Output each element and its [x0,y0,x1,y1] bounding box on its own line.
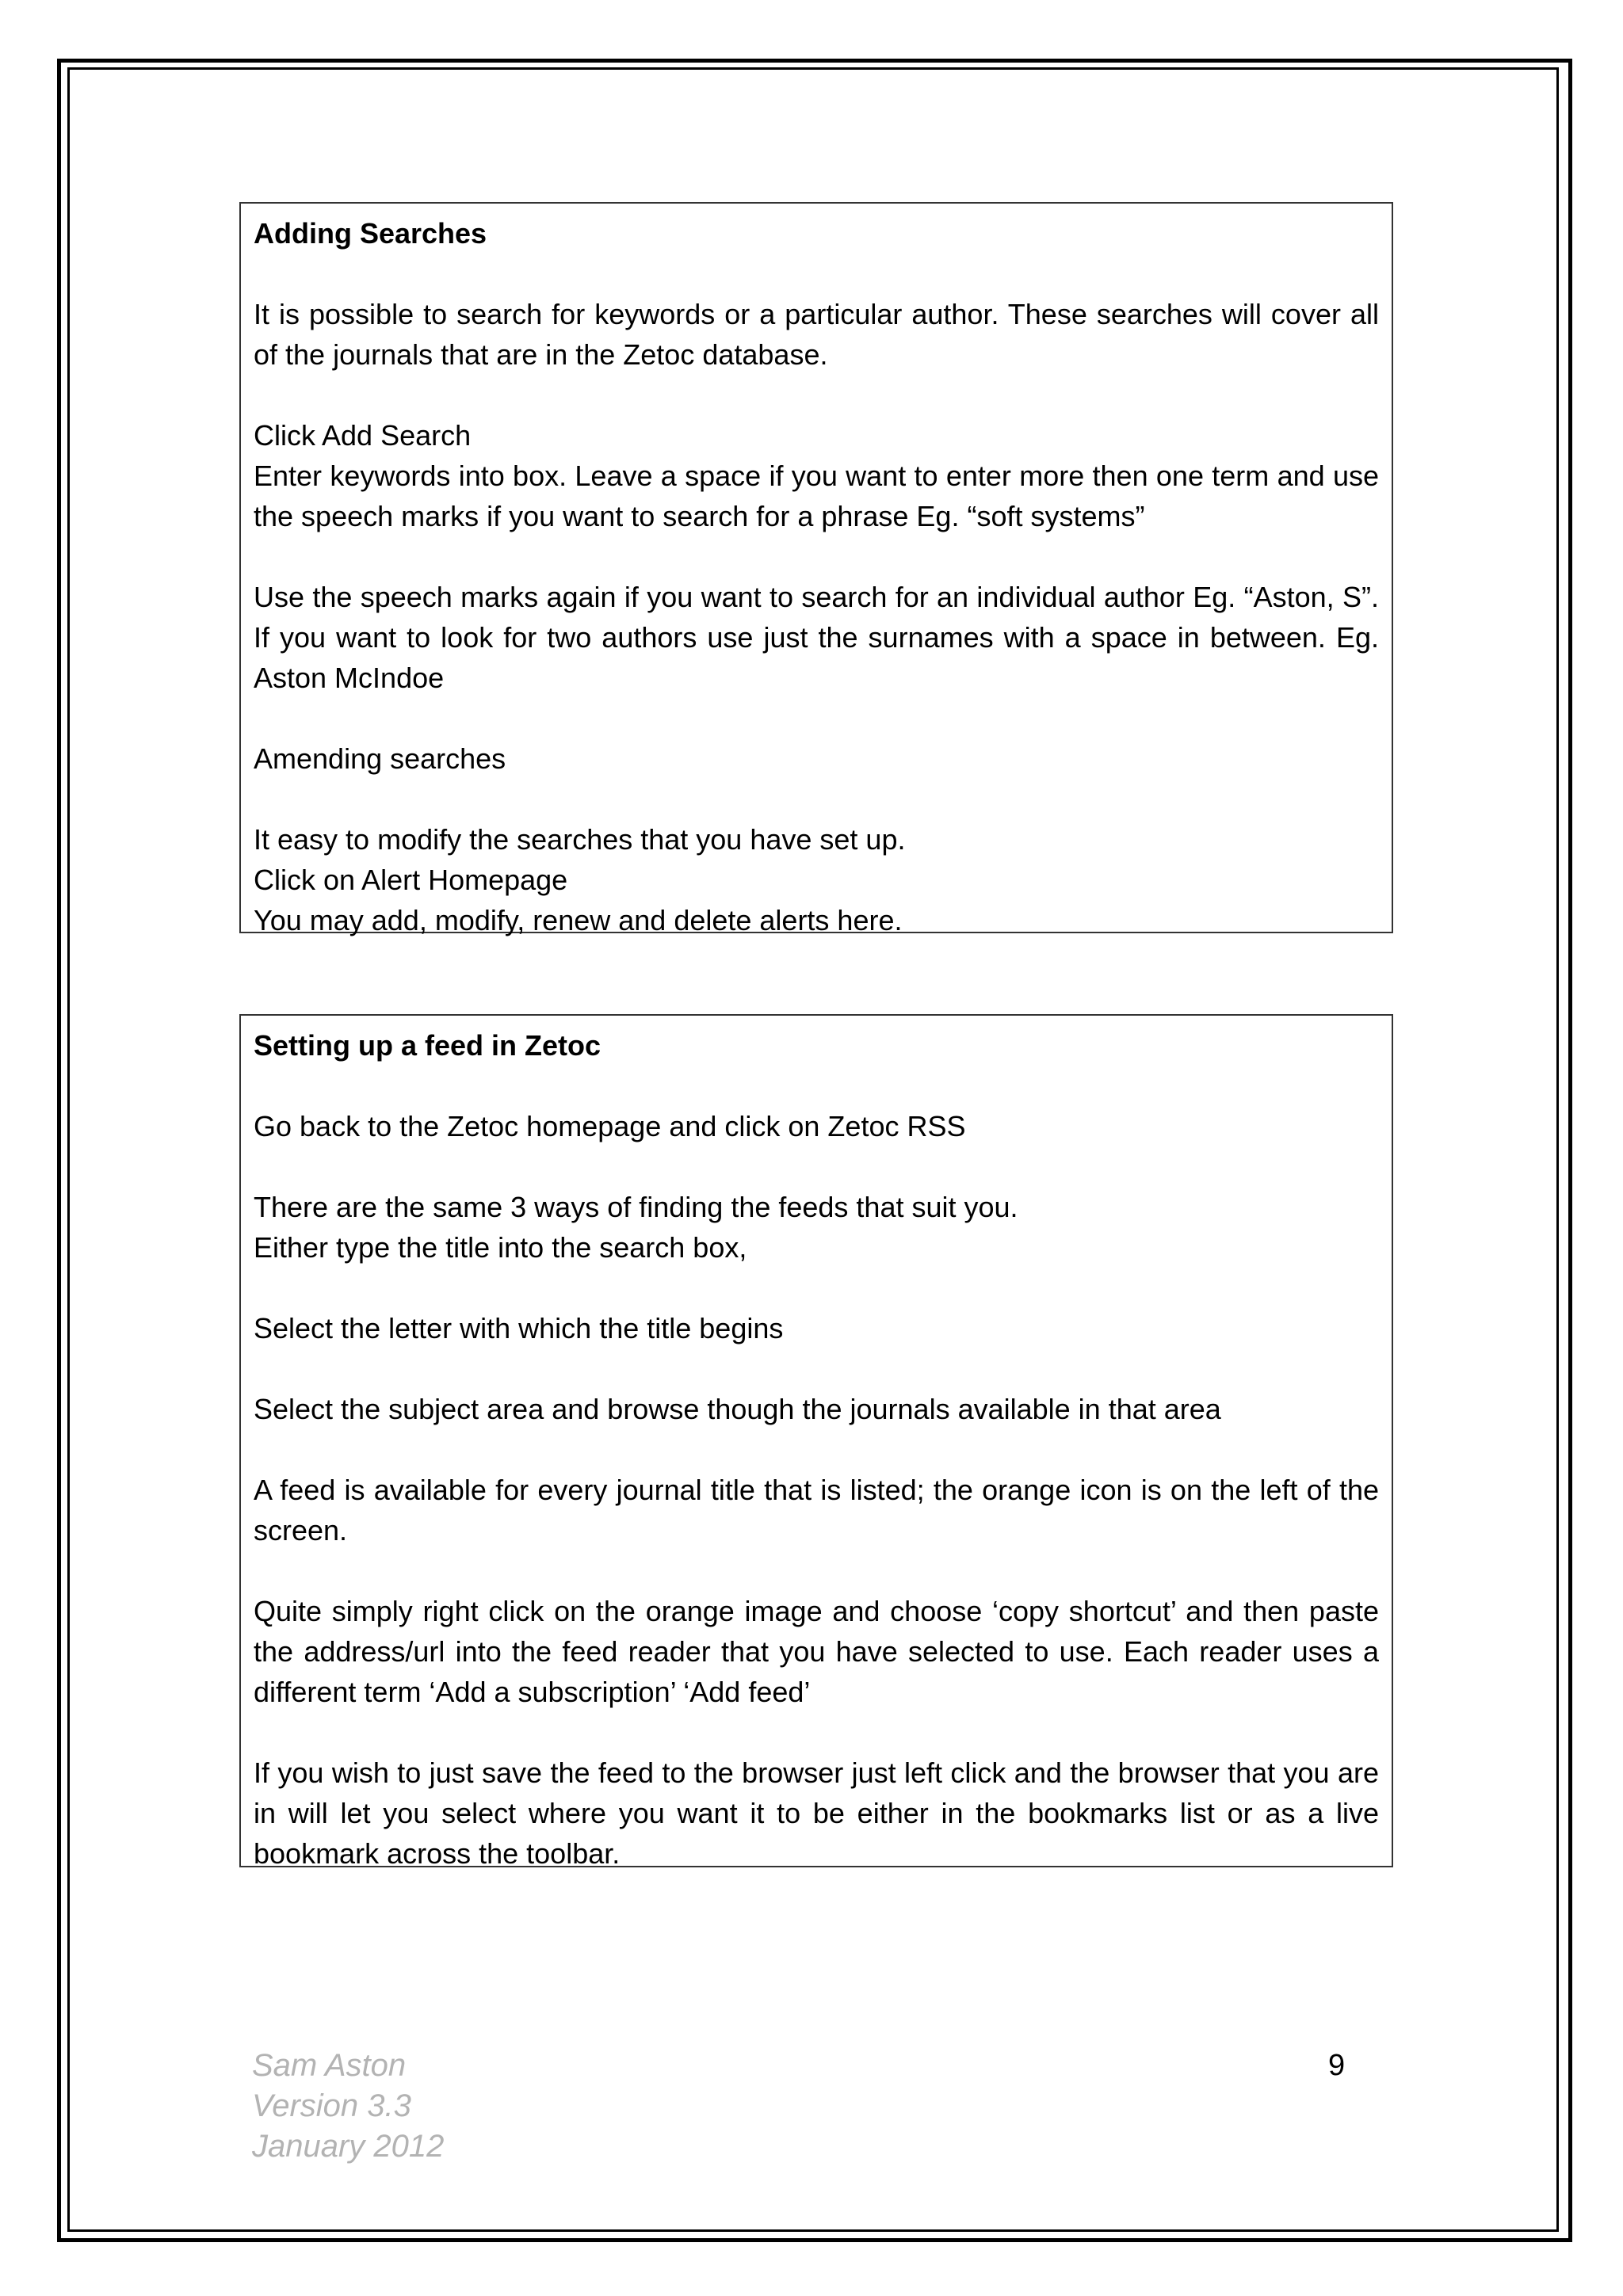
document-footer [252,2046,444,2167]
amending-searches-subheading: Amending searches [254,742,506,775]
footer-author: Sam Aston [252,2048,407,2083]
search-box-text: Either type the title into the search box, [254,1231,747,1264]
orange-icon-text: A feed is available for every journal title that is listed; the orange icon is on the left of the screen. [254,1474,1379,1547]
copy-shortcut-text: Quite simply right click on the orange image and choose ‘copy shortcut’ and then paste the address/url into the feed reader that you have selected to use. Each reader uses a different term ‘Add a subscription’ ‘Add feed’ [254,1595,1379,1708]
enter-keywords-text: Enter keywords into box. Leave a space if you want to enter more then one term and use the speech marks if you want to search for a phrase Eg. “soft systems” [254,460,1379,532]
subject-area-text: Select the subject area and browse though the journals available in that area [254,1393,1221,1425]
footer-version: Version 3.3 [252,2088,411,2123]
adding-searches-box [239,202,1393,936]
three-ways-text: There are the same 3 ways of finding the feeds that suit you. [254,1191,1018,1223]
zetoc-feed-heading: Setting up a feed in Zetoc [254,1029,601,1062]
zetoc-rss-text: Go back to the Zetoc homepage and click on Zetoc RSS [254,1110,966,1142]
alert-homepage-text: Click on Alert Homepage [254,864,568,896]
adding-searches-intro: It is possible to search for keywords or a particular author. These searches will cover all of the journals that are in the Zetoc database. [254,298,1379,371]
author-search-text: Use the speech marks again if you want to search for an individual author Eg. “Aston, S”. If you want to look for two authors use just the surnames with a space in between. Eg. Aston McIndoe [254,581,1379,694]
click-add-search-text: Click Add Search [254,419,472,452]
modify-searches-text: It easy to modify the searches that you have set up. [254,823,906,856]
save-feed-text: If you wish to just save the feed to the browser just left click and the browser that you are in will let you select where you want it to be either in the bookmarks list or as a live bookmark across the toolbar. [254,1756,1379,1870]
manage-alerts-text: You may add, modify, renew and delete alerts here. [254,904,903,936]
select-letter-text: Select the letter with which the title begins [254,1312,784,1344]
adding-searches-heading: Adding Searches [254,217,487,250]
page-number: 9 [1328,2049,1346,2082]
footer-date: January 2012 [252,2129,445,2164]
zetoc-feed-box [239,1014,1393,1870]
